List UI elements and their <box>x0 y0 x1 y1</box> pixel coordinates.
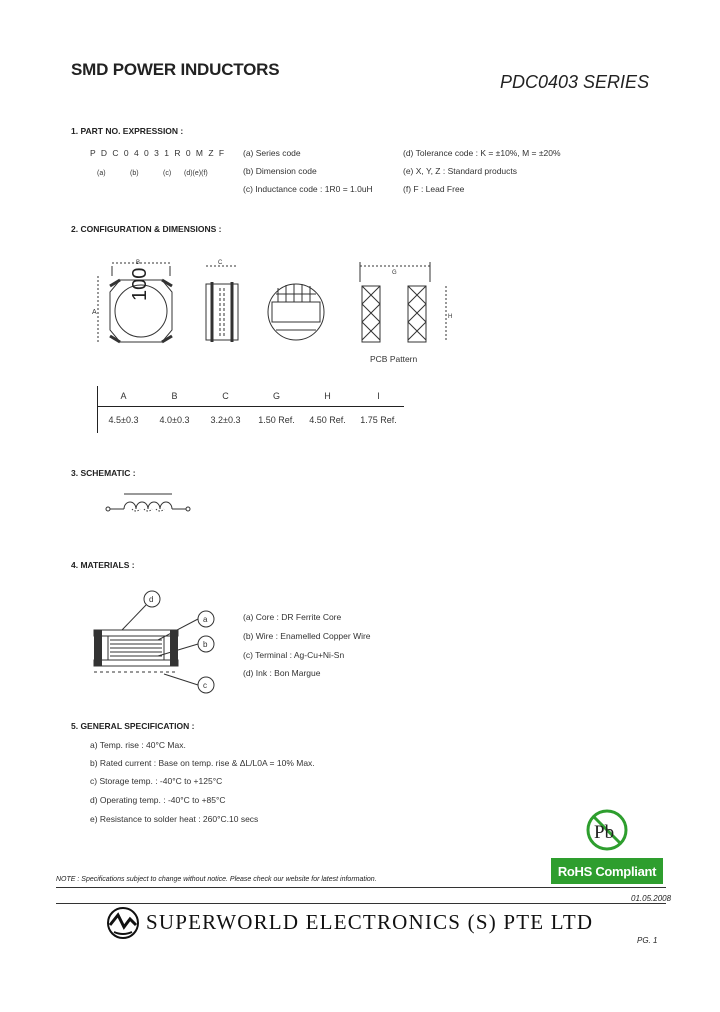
dim-header: I <box>353 386 404 407</box>
dimension-drawing <box>90 252 470 364</box>
dim-value: 4.5±0.3 <box>98 407 150 434</box>
dim-header: H <box>302 386 353 407</box>
dim-value: 4.50 Ref. <box>309 415 346 425</box>
dimension-table <box>97 386 404 433</box>
code-label-b: (b) <box>130 170 139 177</box>
part-desc-d: (d) Tolerance code : K = ±10%, M = ±20% <box>403 148 561 158</box>
code-label-c: (c) <box>163 170 172 177</box>
callout-c: c <box>203 681 207 690</box>
part-no-heading: 1. PART NO. EXPRESSION : <box>71 126 184 136</box>
part-desc-e: (e) X, Y, Z : Standard products <box>403 166 518 176</box>
dim-header: A <box>98 386 150 407</box>
material-d: (d) Ink : Bon Margue <box>243 668 321 678</box>
spec-item: b) Rated current : Base on temp. rise & ΔL/L0A = 10% Max. <box>90 758 315 768</box>
rohs-badge: RoHS Compliant <box>551 858 663 884</box>
schematic-heading: 3. SCHEMATIC : <box>71 468 136 478</box>
dim-header: B <box>149 386 200 407</box>
code-label-def: (d)(e)(f) <box>184 170 208 177</box>
document-date: 01.05.2008 <box>631 894 672 903</box>
dim-header: G <box>251 386 302 407</box>
dim-b-letter: B <box>136 260 141 266</box>
company-name: SUPERWORLD ELECTRONICS (S) PTE LTD <box>146 910 594 934</box>
material-a: (a) Core : DR Ferrite Core <box>243 612 342 622</box>
part-desc-f: (f) F : Lead Free <box>403 184 465 194</box>
code-label-a: (a) <box>97 170 106 177</box>
config-heading: 2. CONFIGURATION & DIMENSIONS : <box>71 224 222 234</box>
dim-value: 1.75 Ref. <box>360 415 397 425</box>
pcb-pattern-label: PCB Pattern <box>370 354 418 364</box>
materials-heading: 4. MATERIALS : <box>71 560 135 570</box>
spec-item: e) Resistance to solder heat : 260°C.10 secs <box>90 814 259 824</box>
spec-item: d) Operating temp. : -40°C to +85°C <box>90 795 226 805</box>
part-desc-b: (b) Dimension code <box>243 166 317 176</box>
inductor-schematic <box>104 490 194 520</box>
footer-divider <box>56 887 666 888</box>
dim-c-letter: C <box>218 260 223 266</box>
dim-value: 3.2±0.3 <box>210 415 241 425</box>
materials-drawing <box>88 586 220 696</box>
spec-item: a) Temp. rise : 40°C Max. <box>90 740 186 750</box>
general-heading: 5. GENERAL SPECIFICATION : <box>71 721 195 731</box>
dim-value: 1.50 Ref. <box>258 415 295 425</box>
material-c: (c) Terminal : Ag-Cu+Ni-Sn <box>243 650 345 660</box>
footer-divider-2 <box>56 903 666 904</box>
page-number: PG. 1 <box>637 936 658 945</box>
footer-note: NOTE : Specifications subject to change without notice. Please check our website for latest information. <box>56 876 377 883</box>
inductor-marking: 100 <box>129 267 151 301</box>
part-desc-c: (c) Inductance code : 1R0 = 1.0uH <box>243 184 373 194</box>
callout-d: d <box>149 595 154 604</box>
pb-free-icon <box>585 808 629 852</box>
material-b: (b) Wire : Enamelled Copper Wire <box>243 631 371 641</box>
series-name: PDC0403 SERIES <box>500 72 650 92</box>
dim-a-letter: A <box>92 309 97 316</box>
part-code: P D C 0 4 0 3 1 R 0 M Z F <box>90 148 226 158</box>
dim-header: C <box>200 386 251 407</box>
document-title: SMD POWER INDUCTORS <box>71 60 280 79</box>
pb-text: Pb <box>594 822 615 843</box>
company-logo-icon <box>105 905 141 941</box>
dim-g-letter: G <box>392 270 397 276</box>
part-desc-a: (a) Series code <box>243 148 301 158</box>
callout-b: b <box>203 640 208 649</box>
dim-h-letter: H <box>448 314 453 320</box>
callout-a: a <box>203 615 208 624</box>
dim-value: 4.0±0.3 <box>159 415 190 425</box>
spec-item: c) Storage temp. : -40°C to +125°C <box>90 776 223 786</box>
